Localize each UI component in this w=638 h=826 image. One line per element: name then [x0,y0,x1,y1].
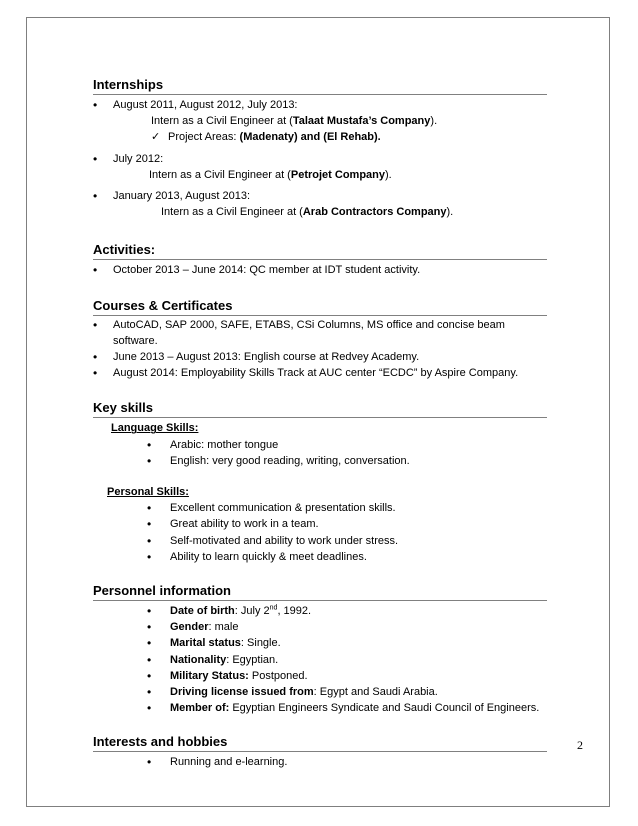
dob-superscript: nd [269,604,278,612]
resume-content [93,77,547,771]
personal-skill-item: • Ability to learn quickly & meet deadlines. [93,549,547,565]
internship-role [93,113,547,129]
internship-item [93,151,547,167]
checkmark-icon: ✓ [151,131,161,144]
internship-item [93,97,547,113]
courses-title: Courses & Certificates [93,298,547,316]
company-name: Talaat Mustafa’s Company [292,115,431,128]
personnel-item [93,668,547,684]
personal-skill-item: • Great ability to work in a team. [93,516,547,532]
key-skills-section [93,400,547,565]
personnel-value: : Egypt and Saudi Arabia. [313,686,438,699]
language-skills-label: Language Skills: [111,422,199,435]
dob-year: , 1992. [277,605,312,618]
personnel-value: : Single. [240,637,281,650]
internship-role [93,167,547,183]
role-suffix: ). [430,115,438,128]
internship-dates: January 2013, August 2013: [113,190,250,203]
project-areas [93,129,547,145]
internship-dates: August 2011, August 2012, July 2013: [113,99,298,111]
dob-label: Date of birth [170,605,235,618]
role-suffix: ). [385,168,392,181]
personnel-value: Postponed. [248,669,308,682]
personal-skills-label: Personal Skills: [107,486,189,499]
internships-title: Internships [93,77,547,95]
internship-role [93,204,547,220]
projects-value: (Madenaty) and (El Rehab). [239,131,381,144]
language-skill-item: • English: very good reading, writing, conversation. [93,453,547,469]
activities-title: Activities: [93,242,547,260]
personnel-label: Gender [170,621,209,634]
personnel-value: : male [208,621,239,634]
language-skill-item: • Arabic: mother tongue [93,437,547,453]
personnel-label: Military Status: [170,669,249,682]
company-name: Arab Contractors Company [302,206,447,219]
company-name: Petrojet Company [290,168,385,181]
role-suffix: ). [446,206,454,219]
role-prefix: Intern as a Civil Engineer at ( [151,115,293,128]
personal-skill-item: • Excellent communication & presentation skills. [93,500,547,516]
personnel-title: Personnel information [93,583,547,601]
personnel-label: Marital status [170,637,241,650]
personnel-item [93,700,547,716]
personnel-label: Driving license issued from [170,686,314,699]
activities-section [93,242,547,278]
interest-item: • Running and e-learning. [93,754,547,770]
key-skills-title: Key skills [93,400,547,418]
course-item: • AutoCAD, SAP 2000, SAFE, ETABS, CSi Columns, MS office and concise beam software. [93,317,547,349]
role-prefix: Intern as a Civil Engineer at ( [161,206,303,219]
course-item: • August 2014: Employability Skills Track at AUC center “ECDC” by Aspire Company. [93,365,547,381]
page-number: 2 [577,738,583,752]
internship-item [93,188,547,204]
personnel-item [93,684,547,700]
personnel-label: Nationality [170,653,227,666]
activity-item: • October 2013 – June 2014: QC member at IDT student activity. [93,262,547,278]
personnel-section [93,583,547,716]
dob-value: : July 2 [234,605,270,618]
interests-section [93,734,547,770]
personnel-item [93,635,547,651]
personnel-value: Egyptian Engineers Syndicate and Saudi Council of Engineers. [229,702,540,715]
personnel-item-dob [93,603,547,619]
interests-title: Interests and hobbies [93,734,547,752]
personnel-item [93,619,547,635]
personnel-value: : Egyptian. [226,653,279,666]
personnel-item [93,652,547,668]
projects-label: Project Areas: [168,131,240,144]
role-prefix: Intern as a Civil Engineer at ( [149,168,291,181]
internship-dates: July 2012: [113,152,164,165]
course-item: • June 2013 – August 2013: English course at Redvey Academy. [93,349,547,365]
internships-section [93,77,547,220]
personal-skill-item: • Self-motivated and ability to work under stress. [93,533,547,549]
courses-section [93,298,547,382]
personnel-label: Member of: [170,702,230,715]
